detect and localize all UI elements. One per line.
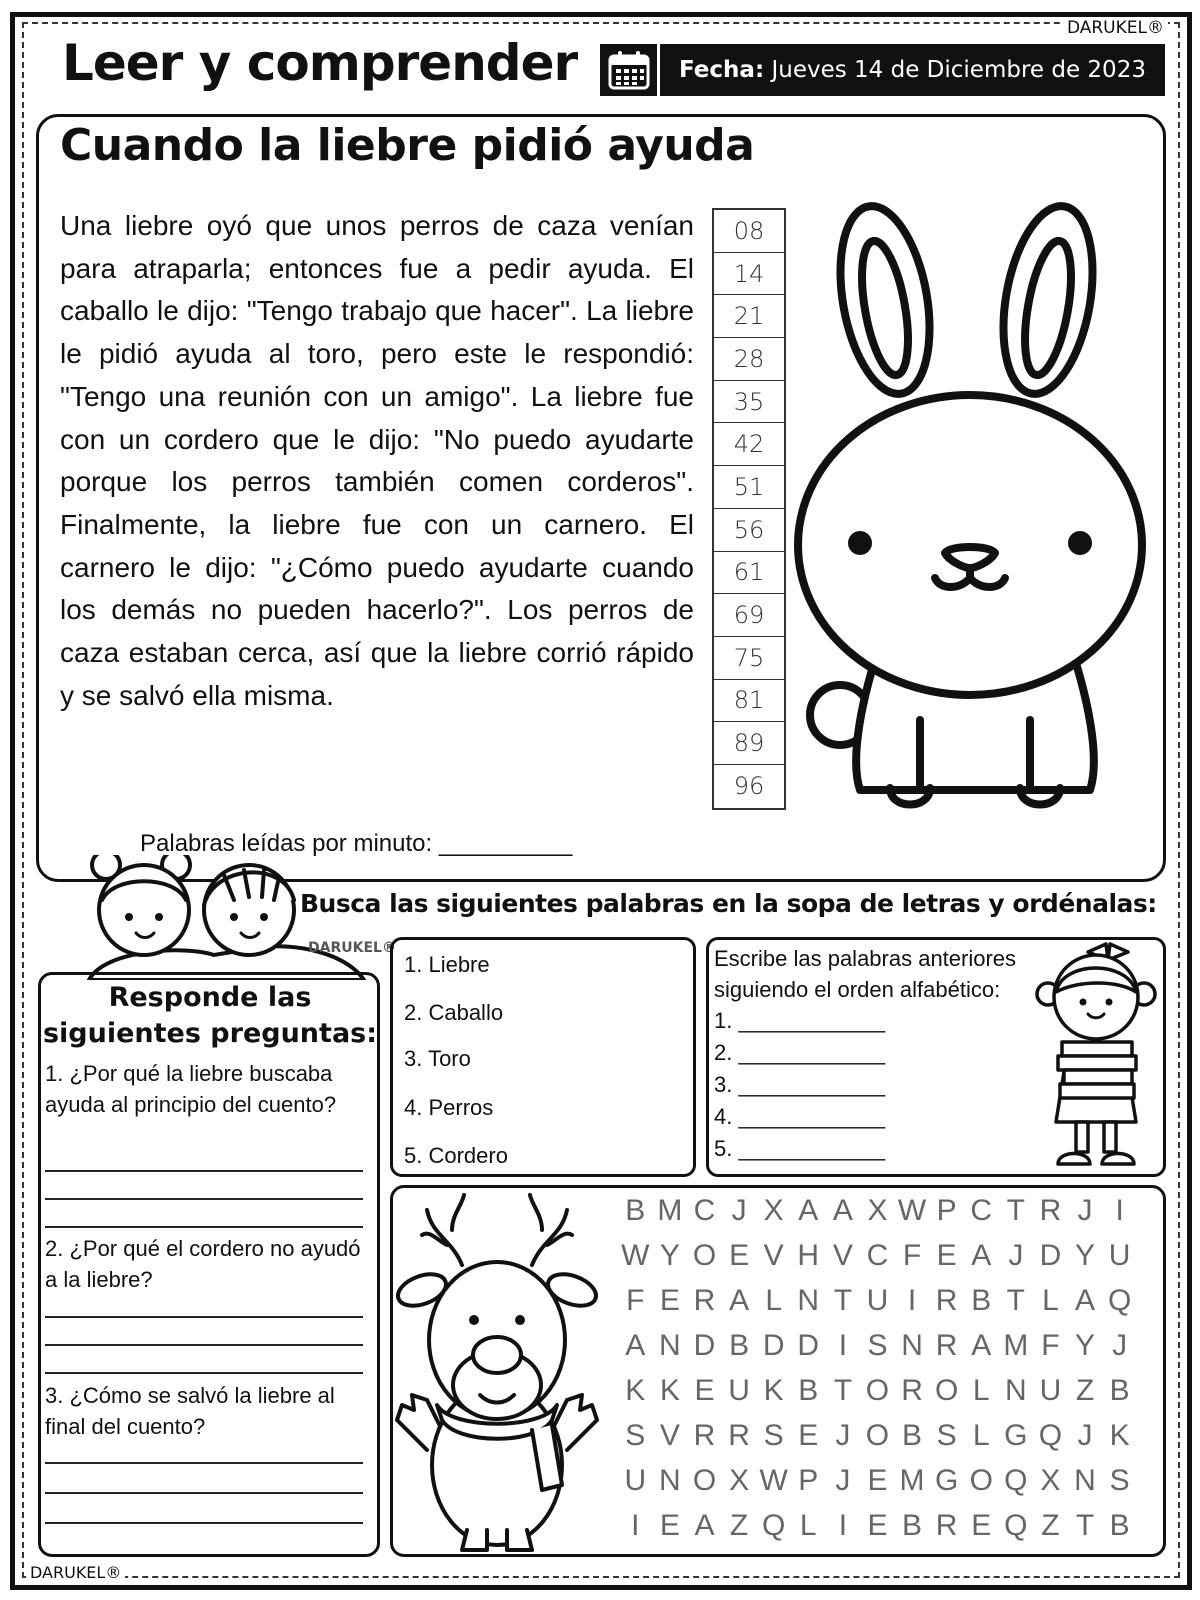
word-count-cell: 96 [733, 772, 765, 801]
word-search-letter[interactable]: T [833, 1283, 853, 1317]
word-search-letter[interactable]: O [692, 1463, 717, 1497]
word-search-letter[interactable]: F [902, 1238, 922, 1272]
alphabetical-answer-line[interactable]: 3. ____________ [714, 1072, 886, 1097]
word-search-letter[interactable]: X [1040, 1463, 1061, 1497]
word-search-letter[interactable]: A [625, 1328, 646, 1362]
word-count-cell: 61 [714, 552, 784, 595]
word-count-cell: 14 [714, 253, 784, 296]
word-search-letter[interactable]: M [899, 1463, 925, 1497]
word-count-cell: 08 [714, 210, 784, 253]
word-search-letter[interactable]: J [1077, 1418, 1093, 1452]
word-list-item: 5. Cordero [404, 1143, 508, 1168]
word-count-cell: 75 [714, 637, 784, 680]
word-search-letter[interactable]: V [659, 1418, 680, 1452]
word-search-letter[interactable]: A [971, 1328, 992, 1362]
word-search-letter[interactable]: U [1039, 1373, 1062, 1407]
word-search-letter[interactable]: B [902, 1508, 923, 1542]
word-search-letter[interactable]: S [763, 1418, 784, 1452]
word-search-letter[interactable]: S [625, 1418, 646, 1452]
word-search-letter[interactable]: W [621, 1238, 650, 1272]
word-search-letter[interactable]: N [797, 1283, 820, 1317]
word-search-letter[interactable]: L [799, 1508, 817, 1542]
word-search-letter[interactable]: L [1042, 1283, 1059, 1317]
word-search-letter[interactable]: R [935, 1283, 958, 1317]
answer-line[interactable] [45, 1198, 363, 1200]
word-search-letter[interactable]: R [693, 1418, 716, 1452]
word-search-letter[interactable]: E [798, 1418, 819, 1452]
word-search-letter[interactable]: R [693, 1283, 716, 1317]
word-search-letter[interactable]: Z [1041, 1508, 1060, 1542]
word-search-letter[interactable]: I [1115, 1193, 1124, 1227]
answer-line[interactable] [45, 1522, 363, 1524]
word-count-cell: 51 [714, 466, 784, 509]
word-search-letter[interactable]: U [866, 1283, 889, 1317]
word-search-letter[interactable]: Z [729, 1508, 749, 1542]
word-search-letter[interactable]: Q [1004, 1508, 1028, 1542]
word-count-cell: 69 [714, 594, 784, 637]
word-search-letter[interactable]: N [901, 1328, 923, 1362]
word-search-row [618, 1188, 1138, 1233]
brand-label-bottom: DARUKEL® [26, 1563, 125, 1582]
word-search-row [618, 1503, 1138, 1548]
word-search-letter[interactable]: N [659, 1463, 681, 1497]
word-count-cell: 42 [714, 423, 784, 466]
word-search-letter[interactable]: A [1075, 1283, 1096, 1317]
word-search-letter[interactable]: V [763, 1238, 784, 1272]
word-search-letter[interactable]: J [1077, 1193, 1093, 1227]
page-title: Leer y comprender [62, 34, 578, 92]
word-search-letter[interactable]: P [936, 1193, 957, 1227]
word-search-letter[interactable]: Q [762, 1508, 786, 1542]
word-search-letter[interactable]: D [762, 1328, 785, 1362]
word-search-row [618, 1458, 1138, 1503]
word-search-letter[interactable]: K [625, 1373, 646, 1407]
word-count-cell: 35 [714, 381, 784, 424]
alphabetical-instructions: Escribe las palabras anteriores siguiendo el orden alfabético: [714, 946, 1017, 1002]
rabbit-illustration [790, 200, 1170, 840]
word-search-letter[interactable]: T [1006, 1283, 1025, 1317]
word-search-letter[interactable]: H [797, 1238, 820, 1272]
word-search-letter[interactable]: O [692, 1238, 717, 1272]
word-count-cell: 56 [714, 509, 784, 552]
word-search-letter[interactable]: I [631, 1508, 640, 1542]
word-search-letter[interactable]: O [969, 1463, 993, 1497]
word-search-letter[interactable]: I [838, 1328, 848, 1362]
word-search-letter[interactable]: D [693, 1328, 716, 1362]
word-search-letter[interactable]: R [901, 1373, 923, 1407]
word-search-letter[interactable]: B [971, 1283, 992, 1317]
word-search-letter[interactable]: A [798, 1193, 819, 1227]
word-search-letter[interactable]: X [729, 1463, 750, 1497]
word-search-letter[interactable]: E [867, 1508, 888, 1542]
date-value: Jueves 14 de Diciembre de 2023 [771, 57, 1146, 83]
word-search-letter[interactable]: C [693, 1193, 716, 1227]
brand-logo-small: DARUKEL® [308, 940, 396, 956]
word-search-letter[interactable]: K [1109, 1418, 1130, 1452]
word-search-letter[interactable]: I [838, 1508, 848, 1542]
question-2: 2. ¿Por qué el cordero no ayudó a la liebre? [45, 1236, 361, 1292]
word-search-letter[interactable]: E [659, 1508, 680, 1542]
word-search-letter[interactable]: E [659, 1283, 680, 1317]
word-search-letter[interactable]: B [1109, 1508, 1130, 1542]
word-list-item: 1. Liebre [404, 952, 490, 977]
word-search-row [618, 1413, 1138, 1458]
word-search-letter[interactable]: O [865, 1418, 890, 1452]
word-search-letter[interactable]: E [729, 1238, 750, 1272]
word-search-letter[interactable]: S [1109, 1463, 1130, 1497]
girl-with-books-illustration [1028, 942, 1166, 1174]
word-search-letter[interactable]: X [763, 1193, 784, 1227]
word-search-letter[interactable]: R [935, 1508, 958, 1542]
word-search-letter[interactable]: U [728, 1373, 750, 1407]
word-search-letter[interactable]: A [971, 1238, 992, 1272]
answer-line[interactable] [45, 1170, 363, 1172]
word-search-letter[interactable]: W [759, 1463, 788, 1497]
alphabetical-answer-line[interactable]: 4. ____________ [714, 1104, 886, 1129]
word-search-letter[interactable]: V [832, 1238, 853, 1272]
word-search-grid [618, 1188, 1138, 1548]
word-search-letter[interactable]: C [970, 1193, 993, 1227]
story-text: Una liebre oyó que unos perros de caza venían para atraparla; entonces fue a pedir ayuda. El caballo le dijo: "Tengo trabajo que hacer". La liebre le pidió ayuda al toro, pero este le respondió: "Tengo una reunión con un amigo". La liebre fue con un cordero que le dijo: "No puedo ayudarte porque los perros también comen corderos". Finalmente, la liebre fue con un carnero. El carnero le dijo: "¿Cómo puedo ayudarte cuando los demás no pueden hacerlo?". Los perros de caza estaban cerca, así que la liebre corrió rápido y se salvó ella misma. [60, 210, 694, 711]
question-3: 3. ¿Cómo se salvó la liebre al final del cuento? [45, 1383, 335, 1439]
word-search-letter[interactable]: C [866, 1238, 889, 1272]
word-search-letter[interactable]: L [972, 1418, 990, 1452]
word-search-letter[interactable]: B [1109, 1373, 1130, 1407]
word-search-letter[interactable]: B [625, 1193, 646, 1227]
alphabetical-answer-line[interactable]: 5. ____________ [714, 1136, 886, 1161]
word-search-letter[interactable]: J [1112, 1328, 1128, 1362]
word-search-letter[interactable]: E [971, 1508, 992, 1542]
word-search-letter[interactable]: D [797, 1328, 820, 1362]
word-search-letter[interactable]: L [972, 1373, 990, 1407]
word-search-letter[interactable]: F [1041, 1328, 1060, 1362]
word-search-letter[interactable]: S [936, 1418, 957, 1452]
word-search-letter[interactable]: A [694, 1508, 715, 1542]
word-search-letter[interactable]: A [729, 1283, 750, 1317]
word-search-letter[interactable]: Y [1075, 1328, 1096, 1362]
question-1: 1. ¿Por qué la liebre buscaba ayuda al principio del cuento? [45, 1061, 337, 1117]
brand-label-top: DARUKEL® [1063, 18, 1168, 38]
word-search-letter[interactable]: Y [659, 1238, 680, 1272]
word-search-letter[interactable]: R [1039, 1193, 1062, 1227]
word-search-letter[interactable]: T [1075, 1508, 1095, 1542]
word-count-column [712, 208, 786, 810]
word-search-letter[interactable]: N [1004, 1373, 1027, 1407]
word-search-letter[interactable]: J [835, 1418, 851, 1452]
word-search-letter[interactable]: A [832, 1193, 853, 1227]
answer-line[interactable] [45, 1492, 363, 1494]
reindeer-illustration [392, 1190, 602, 1552]
word-count-cell: 89 [714, 722, 784, 765]
word-search-letter[interactable]: J [835, 1463, 851, 1497]
word-search-letter[interactable]: E [867, 1463, 888, 1497]
word-search-letter[interactable]: U [1108, 1238, 1131, 1272]
word-search-letter[interactable]: S [867, 1328, 888, 1362]
word-search-letter[interactable]: R [728, 1418, 750, 1452]
word-count-cell: 81 [714, 680, 784, 723]
word-search-letter[interactable]: N [1074, 1463, 1096, 1497]
questions-title: Responde las siguientes preguntas: [42, 982, 378, 1049]
word-search-letter[interactable]: E [694, 1373, 715, 1407]
word-search-letter[interactable]: B [798, 1373, 819, 1407]
word-search-letter[interactable]: I [907, 1283, 917, 1317]
date-text [660, 57, 1165, 83]
word-search-letter[interactable]: O [865, 1373, 890, 1407]
word-list-item: 3. Toro [404, 1046, 471, 1071]
word-search-letter[interactable]: Q [1038, 1418, 1063, 1452]
word-count-cell: 28 [714, 338, 784, 381]
word-search-row [618, 1278, 1138, 1323]
answer-line[interactable] [45, 1372, 363, 1374]
date-bar [600, 44, 1165, 96]
word-count-cell: 21 [714, 295, 784, 338]
word-search-letter[interactable]: P [798, 1463, 819, 1497]
word-search-letter[interactable]: N [659, 1328, 681, 1362]
alphabetical-answer-line[interactable]: 1. ____________ [714, 1008, 886, 1033]
word-search-letter[interactable]: G [934, 1463, 959, 1497]
word-search-letter[interactable]: D [1039, 1238, 1062, 1272]
word-search-letter[interactable]: R [935, 1328, 958, 1362]
word-list-item: 2. Caballo [404, 1000, 504, 1025]
word-search-letter[interactable]: X [867, 1193, 888, 1227]
date-label: Fecha: [679, 57, 765, 83]
word-search-letter[interactable]: Q [1004, 1463, 1028, 1497]
word-search-letter[interactable]: B [902, 1418, 923, 1452]
word-search-letter[interactable]: E [936, 1238, 957, 1272]
answer-line[interactable] [45, 1316, 363, 1318]
word-search-letter[interactable]: T [1006, 1193, 1025, 1227]
answer-line[interactable] [45, 1344, 363, 1346]
story-title: Cuando la liebre pidió ayuda [60, 120, 755, 171]
answer-line[interactable] [45, 1462, 363, 1464]
word-list-item: 4. Perros [404, 1095, 494, 1120]
word-search-letter[interactable]: T [833, 1373, 853, 1407]
word-search-letter[interactable]: K [763, 1373, 784, 1407]
word-search-row [618, 1368, 1138, 1413]
word-search-letter[interactable]: U [624, 1463, 647, 1497]
word-search-letter[interactable]: B [729, 1328, 750, 1362]
alphabetical-answer-line[interactable]: 2. ____________ [714, 1040, 886, 1065]
word-search-letter[interactable]: M [657, 1193, 683, 1227]
word-search-letter[interactable]: Q [1107, 1283, 1132, 1317]
word-search-letter[interactable]: J [1008, 1238, 1024, 1272]
word-search-letter[interactable]: W [897, 1193, 927, 1227]
word-search-row [618, 1323, 1138, 1368]
word-search-letter[interactable]: F [626, 1283, 645, 1317]
word-search-letter[interactable]: Y [1075, 1238, 1096, 1272]
word-search-letter[interactable]: G [1004, 1418, 1028, 1452]
answer-line[interactable] [45, 1226, 363, 1228]
word-search-letter[interactable]: L [765, 1283, 783, 1317]
word-search-letter[interactable]: M [1003, 1328, 1029, 1362]
word-search-letter[interactable]: K [659, 1373, 680, 1407]
word-search-letter[interactable]: O [934, 1373, 959, 1407]
word-search-letter[interactable]: J [731, 1193, 747, 1227]
calendar-icon [600, 44, 660, 96]
words-per-minute-line: Palabras leídas por minuto: __________ [140, 830, 573, 857]
word-search-letter[interactable]: Z [1075, 1373, 1095, 1407]
word-search-instructions: Busca las siguientes palabras en la sopa de letras y ordénalas: [300, 889, 1157, 918]
word-search-row [618, 1233, 1138, 1278]
